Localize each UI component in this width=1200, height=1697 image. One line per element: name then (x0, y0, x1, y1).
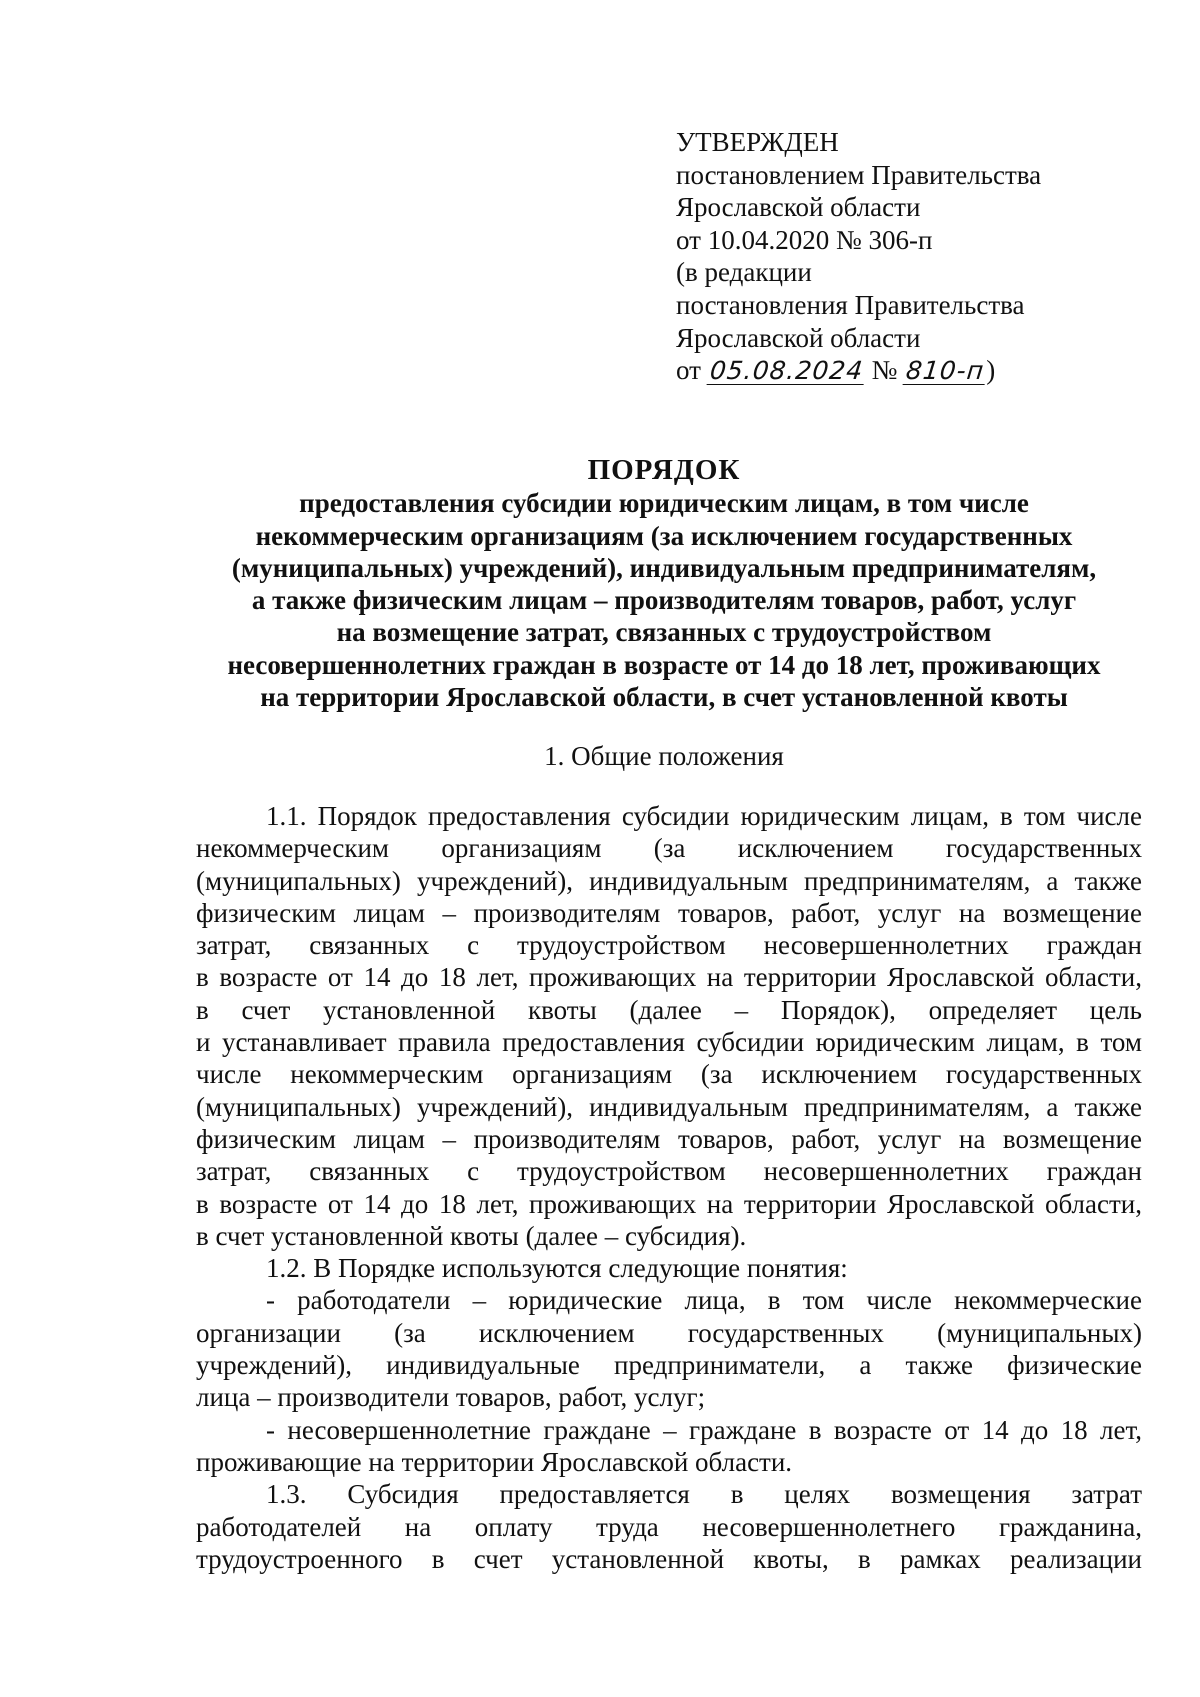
approval-text: постановления Правительства (676, 289, 1025, 320)
paragraph-line: числе некоммерческим организациям (за исключением государственных (196, 1059, 1142, 1090)
paragraph-line: в возрасте от 14 до 18 лет, проживающих на территории Ярославской области, (196, 962, 1142, 993)
document-heading: ПОРЯДОК (587, 454, 741, 486)
paragraph-line: - несовершеннолетние граждане – граждане в возрасте от 14 до 18 лет, (266, 1414, 1142, 1445)
paragraph-line: лица – производители товаров, работ, услуг; (196, 1382, 706, 1413)
approval-text: Ярославской области (676, 192, 921, 223)
paragraph-line: и устанавливает правила предоставления субсидии юридическим лицам, в том (196, 1027, 1142, 1058)
paragraph-line: (муниципальных) учреждений), индивидуальным предпринимателям, а также (196, 865, 1142, 896)
section-heading: 1. Общие положения (544, 741, 784, 771)
approval-amendment-ref (676, 354, 1146, 387)
handwritten-date: 05.08.2024 (708, 356, 865, 386)
paragraph-line: учреждений), индивидуальные предприниматели, а также физические (196, 1350, 1142, 1381)
paragraph-line: 1.3. Субсидия предоставляется в целях возмещения затрат (266, 1479, 1142, 1510)
paragraph-line: в счет установленной квоты (далее – субсидия). (196, 1220, 747, 1251)
paragraph-line: физическим лицам – производителям товаров, работ, услуг на возмещение (196, 897, 1142, 928)
title-line: несовершеннолетних граждан в возрасте от 14 до 18 лет, проживающих (227, 649, 1101, 680)
paragraph-line: - работодатели – юридические лица, в том числе некоммерческие (266, 1285, 1142, 1316)
approval-decree-ref: от 10.04.2020 № 306-п (676, 224, 933, 255)
paragraph-line: организации (за исключением государственных (муниципальных) (196, 1317, 1142, 1348)
paragraph-line: в счет установленной квоты (далее – Порядок), определяет цель (196, 994, 1142, 1025)
paragraph-line: в возрасте от 14 до 18 лет, проживающих на территории Ярославской области, (196, 1188, 1142, 1219)
paragraph-line: проживающие на территории Ярославской области. (196, 1446, 793, 1477)
paragraph-line: затрат, связанных с трудоустройством несовершеннолетних граждан (196, 1156, 1142, 1187)
approval-text: постановлением Правительства (676, 159, 1042, 190)
paragraph-line: физическим лицам – производителям товаров, работ, услуг на возмещение (196, 1123, 1142, 1154)
approval-text: (в редакции (676, 257, 812, 288)
title-line: а также физическим лицам – производителям товаров, работ, услуг (251, 585, 1077, 616)
number-sign: № (871, 355, 898, 386)
approval-stamp (676, 126, 1146, 387)
closing-paren: ) (986, 355, 996, 386)
title-line: (муниципальных) учреждений), индивидуальным предпринимателям, (231, 552, 1097, 583)
paragraph-line: работодателей на оплату труда несовершеннолетнего гражданина, (196, 1511, 1142, 1542)
from-label: от (676, 355, 701, 386)
paragraph-line: 1.1. Порядок предоставления субсидии юридическим лицам, в том числе (266, 801, 1142, 831)
title-line: некоммерческим организациям (за исключением государственных (255, 520, 1073, 551)
paragraph-line: 1.2. В Порядке используются следующие понятия: (266, 1253, 848, 1284)
paragraph-line: трудоустроенного в счет установленной квоты, в рамках реализации (196, 1543, 1142, 1574)
title-line: на возмещение затрат, связанных с трудоустройством (336, 617, 992, 648)
document-title (196, 454, 1132, 713)
title-line: на территории Ярославской области, в счет установленной квоты (260, 682, 1068, 713)
approved-label: УТВЕРЖДЕН (676, 127, 839, 157)
title-line: предоставления субсидии юридическим лицам, в том числе (299, 488, 1029, 519)
paragraph-line: (муниципальных) учреждений), индивидуальным предпринимателям, а также (196, 1091, 1142, 1122)
approval-text: Ярославской области (676, 322, 921, 353)
document-body (196, 800, 1142, 1575)
paragraph-line: затрат, связанных с трудоустройством несовершеннолетних граждан (196, 930, 1142, 961)
handwritten-number: 810-п (904, 356, 986, 386)
paragraph-line: некоммерческим организациям (за исключением государственных (196, 833, 1142, 864)
